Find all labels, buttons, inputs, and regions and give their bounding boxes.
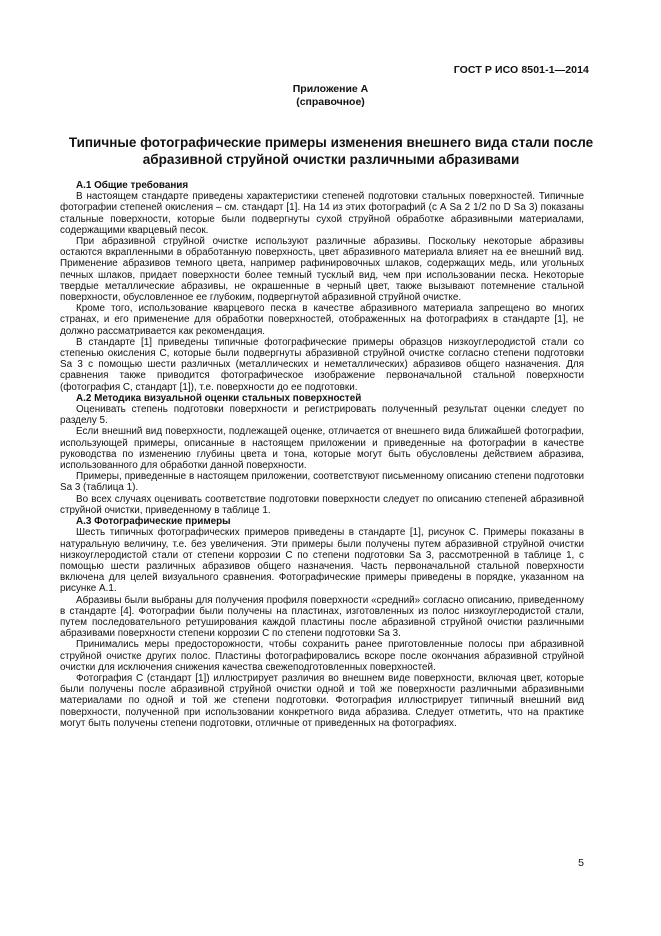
paragraph: Фотография С (стандарт [1]) иллюстрирует различия во внешнем виде поверхности, включая цвет, которые были получены после абразивной струйной очистки одной и той же поверхности различными абразивными материалами по одной и той же степени подготовки. Фотография иллюстрирует типичный внешний вид поверхности, полученной при использовании конкретного вида абразива. Следует отметить, что на практике могут быть получены степени подготовки, отличные от приведенных на фотографиях. bbox=[60, 672, 584, 729]
paragraph: Если внешний вид поверхности, подлежащей оценке, отличается от внешнего вида ближайшей фотографии, использующей примеры, описанные в настоящем приложении и приведенные на фотографии в качестве руководства по изменению глубины цвета и тона, которые могут быть обусловлены действием абразива, использованного для обработки данной поверхности. bbox=[60, 426, 584, 472]
paragraph: Во всех случаях оценивать соответствие подготовки поверхности следует по описанию степеней абразивной струйной очистки, приведенному в таблице 1. bbox=[60, 493, 584, 516]
paragraph: В настоящем стандарте приведены характеристики степеней подготовки стальных поверхностей. Типичные фотографии степеней окисления – см. стандарт [1]. На 14 из этих фотографий (с А Sa 2 1/2 по D Sa 3) показаны стальные поверхности, которые были подвергнуты сухой струйной обработке абразивными материалами, содержащими кварцевый песок. bbox=[60, 191, 584, 236]
page-title: Типичные фотографические примеры изменения внешнего вида стали после абразивной струйной очистки различными абразивами bbox=[68, 135, 594, 167]
section-heading: А.3 Фотографические примеры bbox=[76, 516, 231, 528]
paragraph: Шесть типичных фотографических примеров приведены в стандарте [1], рисунок С. Примеры показаны в натуральную величину, т.е. без увеличения. Эти примеры были получены путем абразивной струйной очистки низкоуглеродистой стали от степени коррозии С по степени подготовки Sa 3, рассмотренной в таблице 1, с помощью шести различных абразивов общего назначения. Часть первоначальной стальной поверхности включена для целей визуального сравнения. Фотографические примеры приведены в порядке, указанном на рисунке А.1. bbox=[60, 527, 584, 595]
annex-title: Приложение А bbox=[292, 83, 369, 95]
paragraph: Оценивать степень подготовки поверхности и регистрировать полученный результат оценки следует по разделу 5. bbox=[60, 404, 584, 427]
section-heading: А.2 Методика визуальной оценки стальных поверхностей bbox=[76, 392, 362, 404]
paragraph: При абразивной струйной очистке используют различные абразивы. Поскольку некоторые абразивы остаются вкрапленными в обработанную поверхность, цвет абразивного материала влияет на ее внешний вид. Применение абразивов темного цвета, например рафинировочных шлаков, содержащих медь, или угольных печных шлаков, придает поверхности более темный тусклый вид, чем при использовании песка. Некоторые твердые металлические абразивы, не окрашенные в черный цвет, также вызывают потемнение стальной поверхности, обусловленное ее глубоким, подвергнутой абразивной струйной очистке. bbox=[60, 236, 584, 304]
paragraph: Кроме того, использование кварцевого песка в качестве абразивного материала запрещено во многих странах, и его применение для обработки поверхностей, отображенных на фотографиях в стандарте [1], не должно рассматривается как рекомендация. bbox=[60, 303, 584, 337]
page-number: 5 bbox=[578, 857, 584, 869]
paragraph: В стандарте [1] приведены типичные фотографические примеры образцов низкоуглеродистой стали со степенью окисления С, которые были подвергнуты абразивной струйной очистке согласно степени подготовки Sa 3 с помощью шести различных (металлических и неметаллических) абразивов общего назначения. Для сравнения также приводится фотографическое изображение первоначальной стальной поверхности (фотография С, стандарт [1]), т.е. поверхности до ее подготовки. bbox=[60, 336, 584, 393]
annex-subtitle: (справочное) bbox=[296, 96, 365, 108]
paragraph: Абразивы были выбраны для получения профиля поверхности «средний» согласно описанию, приведенному в стандарте [4]. Фотографии были получены на пластинах, изготовленных из полос низкоуглеродистой стали, путем последовательного ретуширования каждой пластины после абразивной струйной очистки различными абразивами поверхности степени коррозии С по степени подготовки Sa 3. bbox=[60, 594, 584, 640]
paragraph: Принимались меры предосторожности, чтобы сохранить ранее приготовленные полосы при абразивной струйной очистке других полос. Пластины фотографировались вскоре после окончания абразивной струйной очистки для исключения снижения качества свежеподготовленных поверхностей. bbox=[60, 639, 584, 673]
document-body bbox=[60, 180, 584, 729]
paragraph: Примеры, приведенные в настоящем приложении, соответствуют письменному описанию степени подготовки Sa 3 (таблица 1). bbox=[60, 471, 584, 494]
document-header: ГОСТ Р ИСО 8501-1—2014 bbox=[453, 64, 589, 76]
section-heading: А.1 Общие требования bbox=[76, 180, 189, 191]
annex-heading bbox=[0, 83, 661, 109]
